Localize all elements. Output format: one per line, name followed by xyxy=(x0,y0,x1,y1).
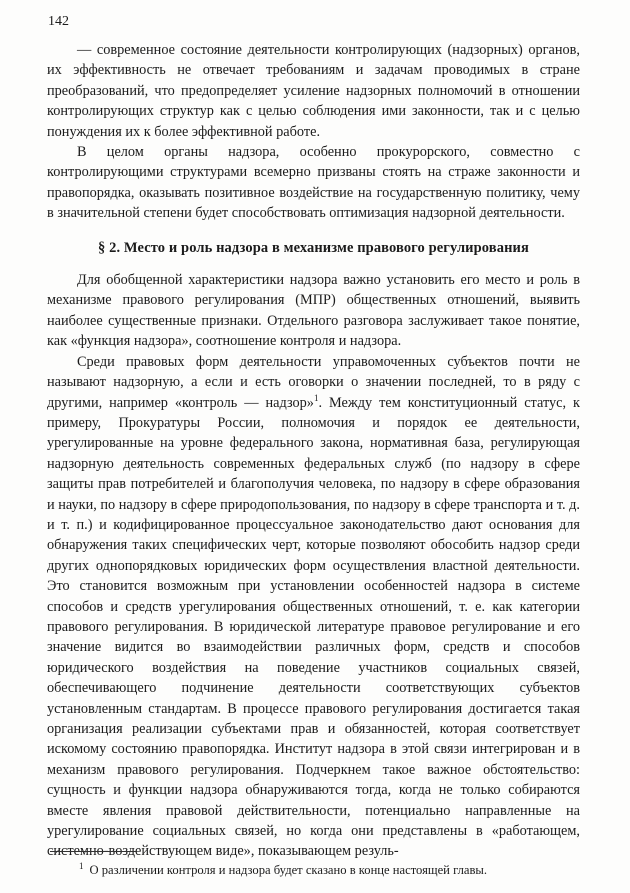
paragraph-4-part-1: Среди правовых форм деятельности управомоченных субъектов почти не называют надзорную, а если и есть оговорки о значении последней, то в ряду с другими, например «контроль — надзор» xyxy=(47,353,580,411)
paragraph-3: Для обобщенной характеристики надзора важно установить его место и роль в механизме правового регулирования (МПР) общественных отношений, выявить наиболее существенные признаки. Отдельного разговора заслуживает такое понятие, как «функция надзора», соотношение контроля и надзора. xyxy=(47,272,580,350)
main-text xyxy=(47,40,580,862)
footnote-reference[interactable]: 1 xyxy=(313,392,319,403)
page-number: 142 xyxy=(48,14,69,29)
footnote xyxy=(79,862,487,878)
paragraph-1: — современное состояние деятельности контролирующих (надзорных) органов, их эффективность не отвечает требованиям и задачам проводимых в стране преобразований, что предопределяет усиление надзорных полномочий в отношении контролирующих структур как с целью соблюдения ими законности, так и с целью понуждения их к более эффективной работе. xyxy=(47,42,580,140)
footnote-marker: 1 xyxy=(79,861,84,871)
footnote-divider xyxy=(50,851,136,852)
paragraph-4 xyxy=(47,352,580,862)
paragraph-4-part-2: . Между тем конституционный статус, к примеру, Прокуратуры России, полномочия и порядок ее деятельности, урегулированные на уровне федерального закона, нормативная база, регулирующая надзорную деятельность современных федеральных служб (по надзору в сфере защиты прав потребителей и благополучия человека, по надзору в сфере образования и науки, по надзору в сфере природопользования, по надзору в сфере транспорта и т. д. и т. п.) и кодифицированное процессуальное законодательство дают основания для обнаружения таких специфических черт, которые позволяют обособить надзор среди других однопорядковых юридических форм осуществления властной деятельности. Это становится возможным при установлении особенностей надзора в системе способов и средств урегулирования общественных отношений, т. е. как категории правового регулирования. В юридической литературе правовое регулирование и его значение видится во взаимодействии различных форм, средств и способов юридического воздействия на поведение участников социальных связей, обеспечивающего подчинение деятельности соответствующих субъектов установленным стандартам. В процессе правового регулирования достигается такая организация реализации субъектами прав и обязанностей, которая соответствует искомому состоянию правопорядка. Институт надзора в этой связи интегрирован и в механизм правового регулирования. Подчеркнем такое важное обстоятельство: сущность и функции надзора обнаруживаются тогда, когда не только собираются вместе явления правовой действительности, потенциально направленные на урегулирование социальных связей, но когда они представлены в «работающем, системно-воздействующем виде», показывающем резуль- xyxy=(47,394,581,860)
footnote-text: О различении контроля и надзора будет сказано в конце настоящей главы. xyxy=(89,863,488,877)
section-heading: § 2. Место и роль надзора в механизме правового регулирования xyxy=(98,239,529,256)
paragraph-2: В целом органы надзора, особенно прокурорского, совместно с контролирующими структурами всемерно призваны стоять на страже законности и правопорядка, оказывать позитивное воздействие на государственную политику, чему в значительной степени будет способствовать оптимизация надзорной деятельности. xyxy=(47,144,580,222)
